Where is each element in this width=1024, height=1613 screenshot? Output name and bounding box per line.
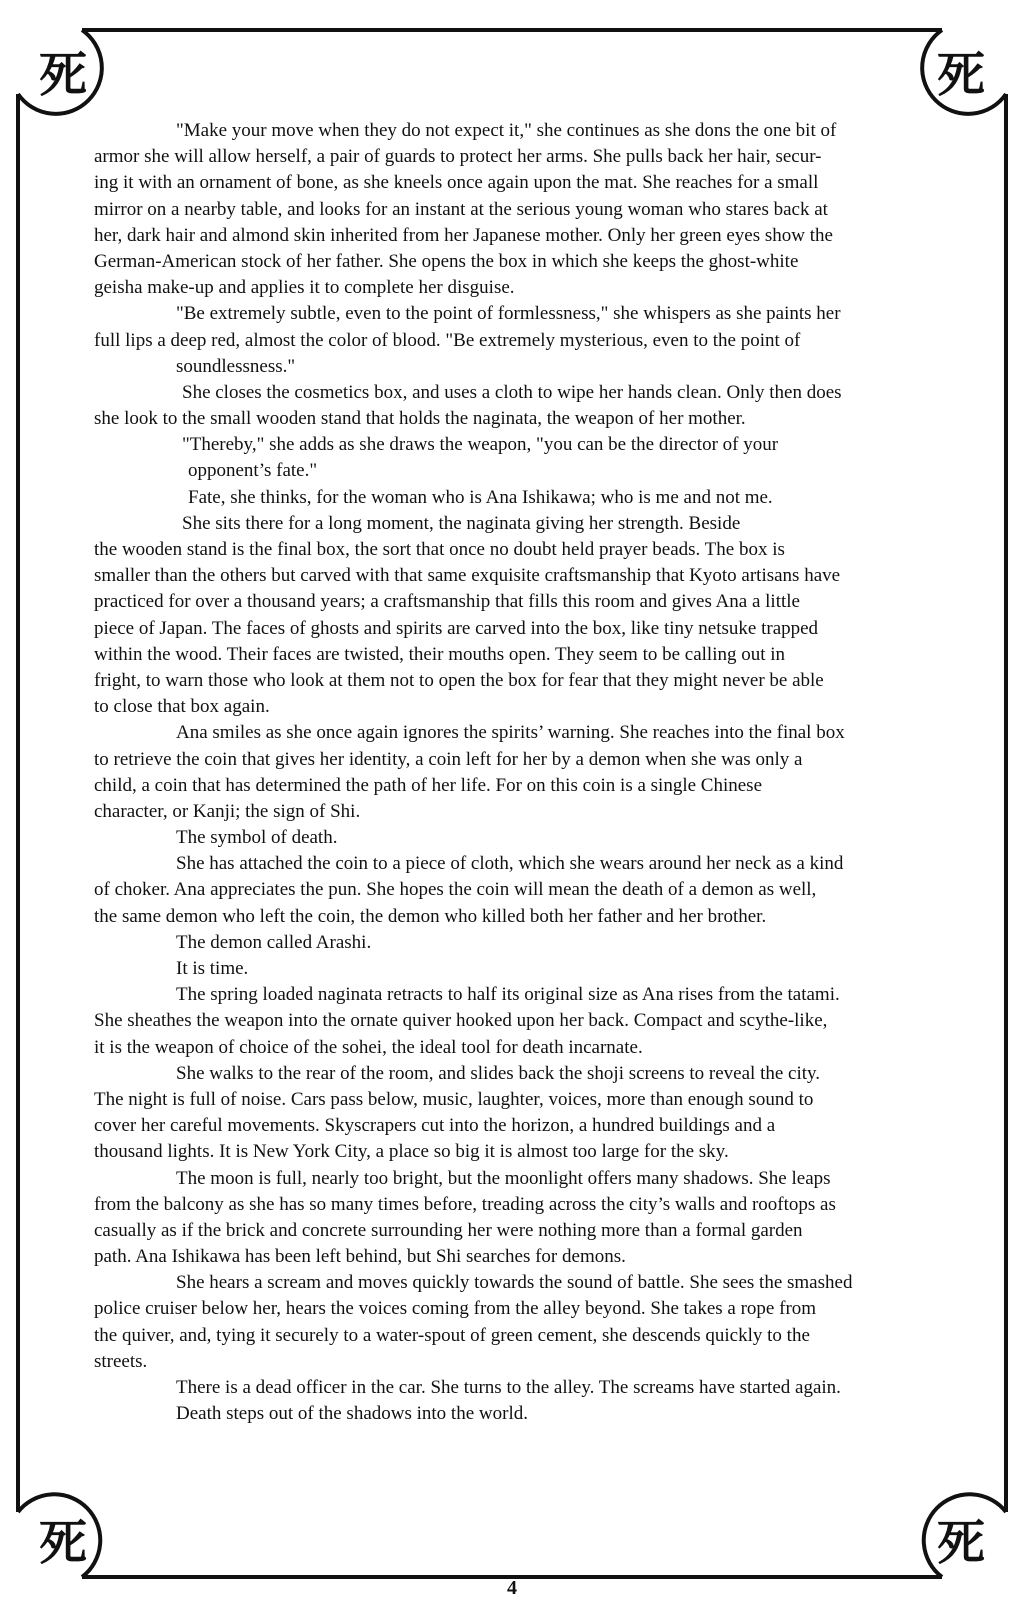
text-line: Fate, she thinks, for the woman who is Ana Ishikawa; who is me and not me.	[188, 486, 773, 508]
text-line: fright, to warn those who look at them not to open the box for fear that they might never be able	[94, 669, 824, 691]
text-line: within the wood. Their faces are twisted, their mouths open. They seem to be calling out in	[94, 643, 786, 665]
text-line: from the balcony as she has so many times before, treading across the city’s walls and rooftops as	[94, 1193, 836, 1215]
text-line: soundlessness."	[176, 355, 296, 377]
text-line: police cruiser below her, hears the voices coming from the alley beyond. She takes a rope from	[94, 1298, 817, 1320]
text-line: The demon called Arashi.	[176, 931, 372, 953]
text-line: Death steps out of the shadows into the world.	[176, 1403, 528, 1425]
text-line: She sits there for a long moment, the naginata giving her strength. Beside	[182, 512, 741, 534]
text-line: She closes the cosmetics box, and uses a cloth to wipe her hands clean. Only then does	[182, 381, 842, 403]
text-line: armor she will allow herself, a pair of guards to protect her arms. She pulls back her hair, secur-	[94, 146, 822, 168]
text-line: practiced for over a thousand years; a craftsmanship that fills this room and gives Ana a little	[94, 591, 800, 613]
text-line: Ana smiles as she once again ignores the spirits’ warning. She reaches into the final box	[176, 722, 845, 744]
text-line: The symbol of death.	[176, 827, 338, 849]
text-line: cover her careful movements. Skyscrapers cut into the horizon, a hundred buildings and a	[94, 1115, 776, 1137]
text-line: geisha make-up and applies it to complete her disguise.	[94, 277, 515, 299]
text-line: "Be extremely subtle, even to the point of formlessness," she whispers as she paints her	[176, 303, 841, 325]
text-line: of choker. Ana appreciates the pun. She hopes the coin will mean the death of a demon as well,	[94, 879, 817, 901]
text-line: mirror on a nearby table, and looks for an instant at the serious young woman who stares back at	[94, 198, 828, 220]
text-line: German-American stock of her father. She opens the box in which she keeps the ghost-white	[94, 250, 799, 272]
text-line: to close that box again.	[94, 696, 270, 718]
text-line: the same demon who left the coin, the demon who killed both her father and her brother.	[94, 905, 767, 927]
text-line: her, dark hair and almond skin inherited from her Japanese mother. Only her green eyes show the	[94, 224, 833, 246]
text-line: she look to the small wooden stand that holds the naginata, the weapon of her mother.	[94, 408, 746, 430]
text-line: character, or Kanji; the sign of Shi.	[94, 800, 361, 822]
corner-kanji-bottom-left: 死	[38, 1515, 87, 1571]
text-line: full lips a deep red, almost the color of blood. "Be extremely mysterious, even to the point of	[94, 329, 801, 351]
text-line: path. Ana Ishikawa has been left behind, but Shi searches for demons.	[94, 1246, 626, 1268]
text-line: smaller than the others but carved with that same exquisite craftsmanship that Kyoto artisans have	[94, 565, 841, 587]
text-line: "Make your move when they do not expect it," she continues as she dons the one bit of	[176, 120, 837, 141]
text-line: ing it with an ornament of bone, as she kneels once again upon the mat. She reaches for a small	[94, 172, 819, 194]
text-line: The night is full of noise. Cars pass below, music, laughter, voices, more than enough sound to	[94, 1088, 814, 1110]
text-line: She sheathes the weapon into the ornate quiver hooked upon her back. Compact and scythe-like,	[94, 1010, 828, 1032]
text-line: It is time.	[176, 958, 249, 979]
text-line: thousand lights. It is New York City, a place so big it is almost too large for the sky.	[94, 1141, 729, 1163]
corner-kanji-top-left: 死	[38, 47, 87, 103]
text-line: to retrieve the coin that gives her identity, a coin left for her by a demon when she was only a	[94, 748, 803, 770]
text-line: opponent’s fate."	[188, 460, 318, 482]
story-text	[94, 118, 966, 1427]
text-line: the wooden stand is the final box, the sort that once no doubt held prayer beads. The box is	[94, 539, 785, 560]
page-number: 4	[507, 1577, 517, 1599]
corner-kanji-top-right: 死	[936, 47, 985, 103]
text-line: it is the weapon of choice of the sohei, the ideal tool for death incarnate.	[94, 1036, 643, 1058]
text-line: There is a dead officer in the car. She turns to the alley. The screams have started again.	[176, 1377, 841, 1398]
text-line: The moon is full, nearly too bright, but the moonlight offers many shadows. She leaps	[176, 1167, 831, 1189]
text-line: casually as if the brick and concrete surrounding her were nothing more than a formal garden	[94, 1219, 803, 1241]
text-line: streets.	[94, 1350, 148, 1372]
text-line: She has attached the coin to a piece of cloth, which she wears around her neck as a kind	[176, 853, 844, 875]
text-line: She walks to the rear of the room, and slides back the shoji screens to reveal the city.	[176, 1062, 821, 1084]
text-line: child, a coin that has determined the path of her life. For on this coin is a single Chinese	[94, 774, 763, 796]
corner-kanji-bottom-right: 死	[936, 1515, 985, 1571]
text-line: She hears a scream and moves quickly towards the sound of battle. She sees the smashed	[176, 1272, 853, 1294]
text-line: The spring loaded naginata retracts to half its original size as Ana rises from the tatami.	[176, 984, 840, 1006]
text-line: the quiver, and, tying it securely to a water-spout of green cement, she descends quickly to the	[94, 1324, 810, 1346]
text-line: piece of Japan. The faces of ghosts and spirits are carved into the box, like tiny netsuke trapped	[94, 617, 819, 639]
text-line: "Thereby," she adds as she draws the weapon, "you can be the director of your	[182, 434, 779, 456]
